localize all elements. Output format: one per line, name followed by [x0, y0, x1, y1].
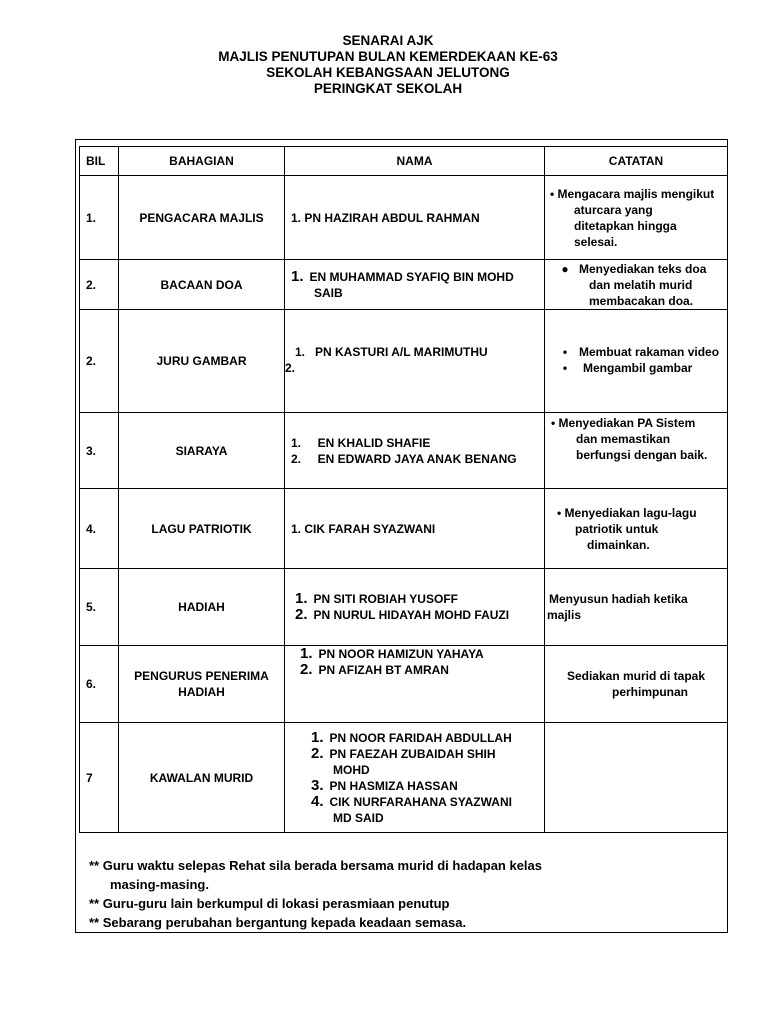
- cell-nama: [285, 646, 545, 723]
- item-number: 4.: [311, 792, 324, 810]
- cell-catatan: [545, 569, 728, 646]
- note-line: • Mengacara majlis mengikut: [550, 186, 715, 201]
- title-line: PERINGKAT SEKOLAH: [313, 81, 463, 96]
- title-line: SENARAI AJK: [342, 33, 434, 48]
- committee-table: [79, 146, 728, 833]
- footnote-line: ** Guru waktu selepas Rehat sila berada bersama murid di hadapan kelas: [89, 858, 543, 873]
- cell-nama: [285, 260, 545, 310]
- cell-nama: [285, 723, 545, 833]
- note-line: dimainkan.: [587, 537, 650, 552]
- note-line: dan melatih murid: [589, 277, 693, 292]
- note-line: membacakan doa.: [589, 293, 694, 308]
- cell-bil: 5.: [80, 569, 119, 646]
- member-name: PN NOOR FARIDAH ABDULLAH: [329, 730, 512, 745]
- cell-bahagian: HADIAH: [119, 569, 285, 646]
- cell-bil: 4.: [80, 489, 119, 569]
- note-line: patriotik untuk: [575, 521, 659, 536]
- cell-bil: 6.: [80, 646, 119, 723]
- cell-catatan: [545, 646, 728, 723]
- member-name: 2. EN EDWARD JAYA ANAK BENANG: [291, 451, 517, 466]
- header-catatan: CATATAN: [545, 147, 728, 176]
- table-row: [80, 310, 728, 413]
- table-row: [80, 260, 728, 310]
- cell-bahagian: SIARAYA: [119, 413, 285, 489]
- cell-nama: [285, 569, 545, 646]
- member-name: 1. PN KASTURI A/L MARIMUTHU: [295, 345, 488, 359]
- cell-bil: 7: [80, 723, 119, 833]
- table-row: [80, 646, 728, 723]
- cell-bahagian: PENGACARA MAJLIS: [119, 176, 285, 260]
- member-name: PN NURUL HIDAYAH MOHD FAUZI: [313, 608, 510, 622]
- note-line: ditetapkan hingga: [574, 218, 677, 233]
- cell-catatan-empty: [545, 723, 728, 833]
- cell-nama: [285, 489, 545, 569]
- note-line: aturcara yang: [574, 202, 653, 217]
- table-header-row: [80, 147, 728, 176]
- header-bahagian: BAHAGIAN: [119, 147, 285, 176]
- item-number: 1.: [311, 728, 324, 746]
- bullet-icon: •: [562, 361, 568, 375]
- header-nama: NAMA: [285, 147, 545, 176]
- note-line: majlis: [547, 608, 582, 622]
- member-name: MD SAID: [333, 810, 384, 825]
- cell-bahagian: PENGURUS PENERIMA HADIAH: [119, 646, 285, 723]
- item-number: 1.: [300, 645, 313, 662]
- cell-nama: [285, 413, 545, 489]
- note-line: perhimpunan: [611, 685, 688, 699]
- note-line: • Menyediakan lagu-lagu: [557, 505, 697, 520]
- note-line: selesai.: [574, 234, 618, 249]
- cell-bahagian: JURU GAMBAR: [119, 310, 285, 413]
- title-line: MAJLIS PENUTUPAN BULAN KEMERDEKAAN KE-63: [218, 49, 558, 64]
- cell-catatan: [545, 413, 728, 489]
- cell-bil: 2.: [80, 310, 119, 413]
- item-number: 1.: [291, 267, 304, 285]
- document-title-block: [0, 33, 768, 97]
- member-name: CIK NURFARAHANA SYAZWANI: [329, 794, 512, 809]
- cell-bil: 1.: [80, 176, 119, 260]
- note-line: Membuat rakaman video: [579, 345, 720, 359]
- table-row: [80, 569, 728, 646]
- note-line: Menyusun hadiah ketika: [549, 592, 688, 606]
- item-number: 2.: [311, 744, 324, 762]
- note-line: • Menyediakan PA Sistem: [551, 416, 696, 430]
- member-name: 1. CIK FARAH SYAZWANI: [291, 521, 436, 536]
- note-line: dan memastikan: [576, 432, 671, 446]
- cell-bahagian: BACAAN DOA: [119, 260, 285, 310]
- cell-bahagian: LAGU PATRIOTIK: [119, 489, 285, 569]
- member-name: PN FAEZAH ZUBAIDAH SHIH: [329, 746, 496, 761]
- note-line: Sediakan murid di tapak: [566, 669, 706, 683]
- footnote-line: ** Guru-guru lain berkumpul di lokasi perasmiaan penutup: [89, 896, 450, 911]
- cell-catatan: [545, 310, 728, 413]
- member-name: SAIB: [314, 285, 343, 300]
- member-name: PN AFIZAH BT AMRAN: [318, 663, 449, 677]
- item-number: 2.: [295, 606, 308, 623]
- member-name: EN MUHAMMAD SYAFIQ BIN MOHD: [309, 269, 514, 284]
- table-row: [80, 723, 728, 833]
- table-row: [80, 489, 728, 569]
- member-name: PN HASMIZA HASSAN: [329, 778, 458, 793]
- cell-nama: [285, 310, 545, 413]
- cell-nama: [285, 176, 545, 260]
- table-row: [80, 413, 728, 489]
- item-number: 1.: [295, 590, 308, 607]
- member-name: 2.: [285, 361, 296, 375]
- footnote-line: masing-masing.: [110, 877, 209, 892]
- item-number: 3.: [311, 776, 324, 794]
- table-row: [80, 176, 728, 260]
- header-bil: BIL: [80, 147, 119, 176]
- member-name: MOHD: [333, 762, 370, 777]
- note-line: Mengambil gambar: [583, 361, 693, 375]
- member-name: 1. EN KHALID SHAFIE: [291, 435, 431, 450]
- member-name: 1. PN HAZIRAH ABDUL RAHMAN: [291, 210, 480, 225]
- item-number: 2.: [300, 661, 313, 678]
- member-name: PN NOOR HAMIZUN YAHAYA: [318, 647, 484, 661]
- title-line: SEKOLAH KEBANGSAAN JELUTONG: [266, 65, 510, 80]
- cell-bil: 3.: [80, 413, 119, 489]
- cell-catatan: [545, 176, 728, 260]
- bullet-icon: •: [562, 345, 568, 359]
- footnote-line: ** Sebarang perubahan bergantung kepada keadaan semasa.: [89, 915, 467, 930]
- member-name: PN SITI ROBIAH YUSOFF: [313, 592, 458, 606]
- cell-bil: 2.: [80, 260, 119, 310]
- footnotes: [89, 856, 542, 932]
- committee-list-frame: [75, 139, 728, 933]
- cell-catatan: [545, 260, 728, 310]
- note-line: berfungsi dengan baik.: [576, 448, 708, 462]
- cell-catatan: [545, 489, 728, 569]
- cell-bahagian: KAWALAN MURID: [119, 723, 285, 833]
- note-line: Menyediakan teks doa: [579, 261, 707, 276]
- bullet-icon: ●: [561, 261, 569, 276]
